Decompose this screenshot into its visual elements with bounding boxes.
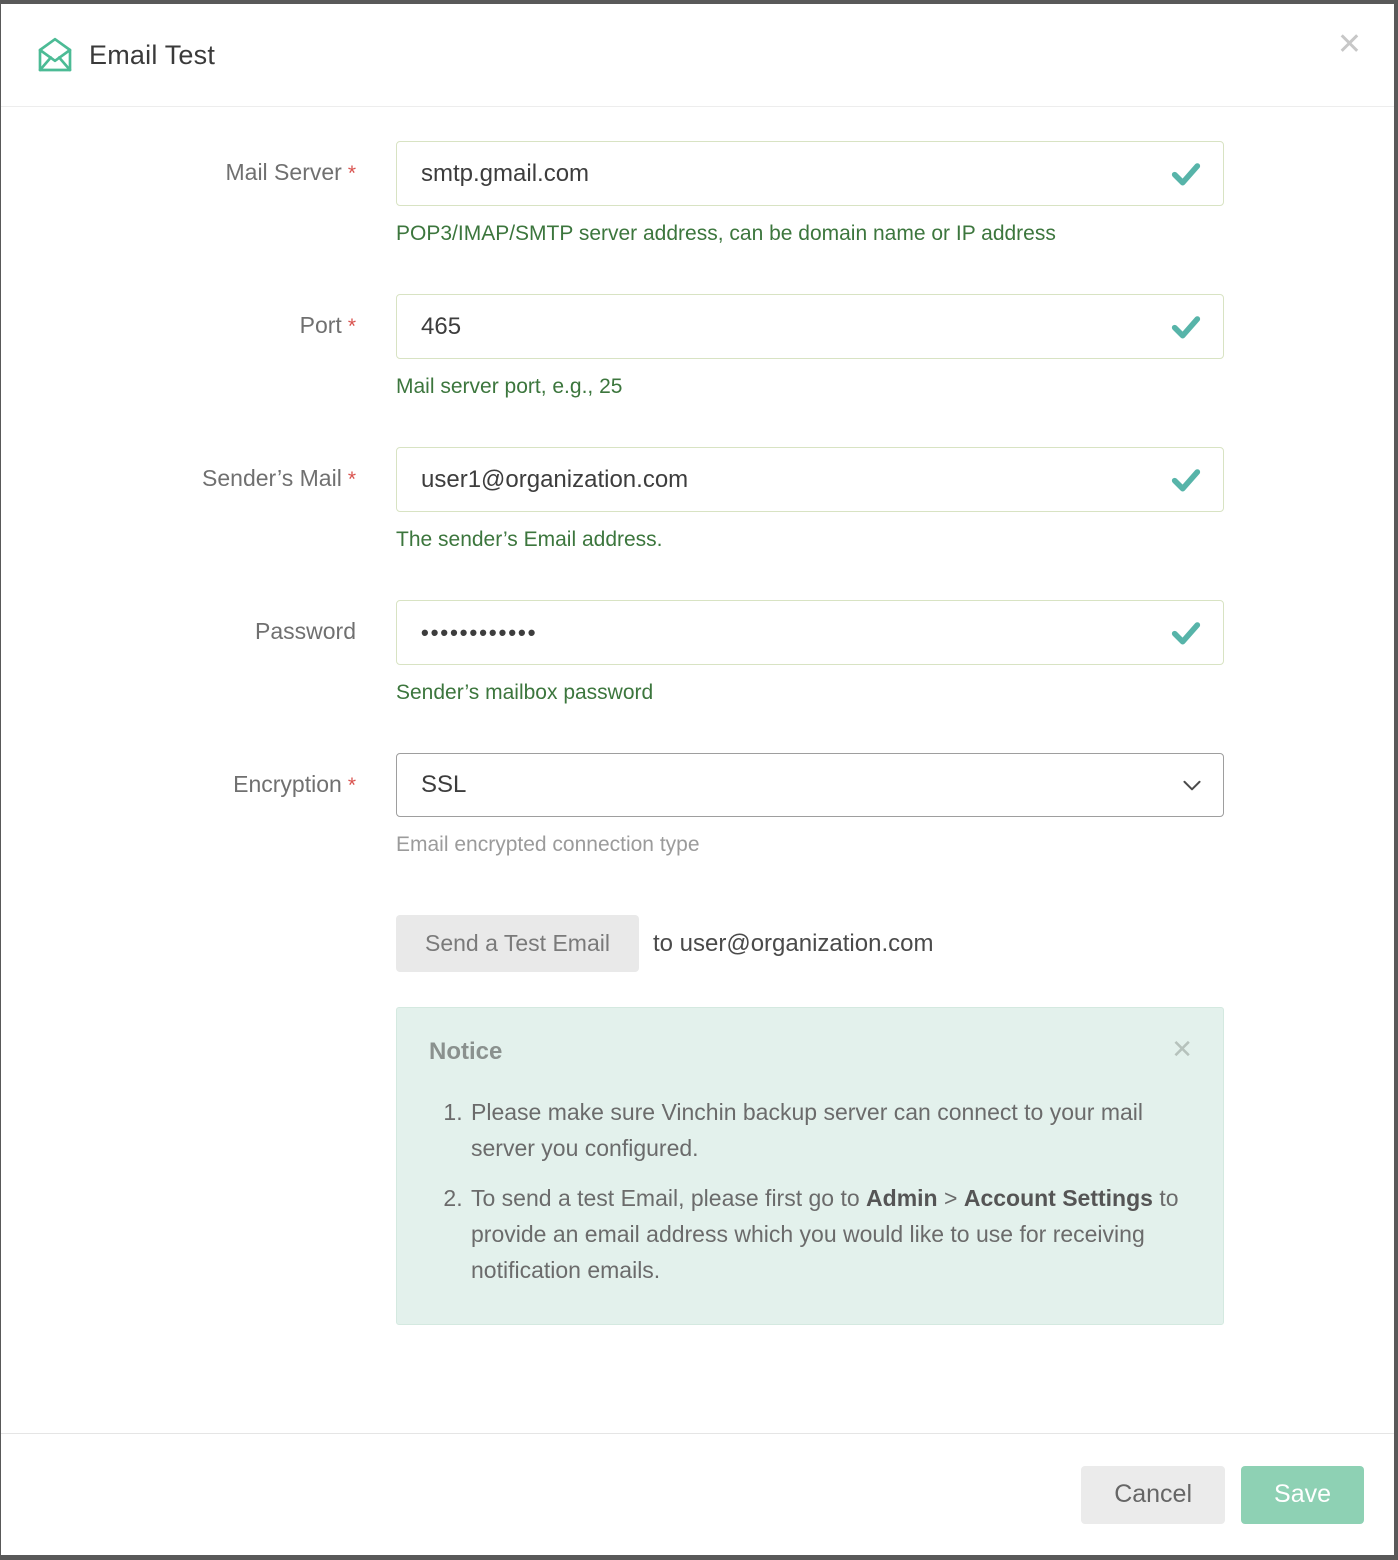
dialog-footer	[1, 1433, 1394, 1555]
notice-title: Notice	[429, 1038, 503, 1065]
encryption-label-text: Encryption	[233, 771, 342, 797]
notice-item-2-text-end: to provide an email address which you would like to use for receiving notification emails.	[471, 1185, 1179, 1283]
port-help: Mail server port, e.g., 25	[396, 375, 623, 398]
password-help: Sender’s mailbox password	[396, 681, 654, 704]
cancel-button[interactable]: Cancel	[1081, 1466, 1225, 1524]
open-envelope-icon	[35, 35, 75, 75]
notice-list	[429, 1094, 1191, 1288]
notice-item-2-bold-account-settings: Account Settings	[963, 1185, 1153, 1211]
dialog-title: Email Test	[89, 39, 216, 70]
sender-mail-label	[1, 447, 356, 492]
valid-checkmark-icon	[1170, 311, 1202, 343]
notice-item-2	[469, 1180, 1191, 1288]
dialog-header	[1, 4, 1394, 107]
port-label-text: Port	[299, 312, 342, 338]
encryption-select[interactable]	[396, 753, 1224, 817]
sender-mail-input[interactable]	[396, 447, 1224, 512]
port-row	[1, 294, 1394, 399]
required-asterisk: *	[347, 162, 356, 185]
required-asterisk: *	[347, 468, 356, 491]
close-icon[interactable]: ✕	[1336, 28, 1362, 61]
valid-checkmark-icon	[1170, 617, 1202, 649]
mail-server-label-text: Mail Server	[225, 159, 342, 185]
notice-item-2-separator: >	[937, 1185, 964, 1211]
mail-server-help: POP3/IMAP/SMTP server address, can be domain name or IP address	[396, 222, 1056, 245]
notice-item-2-bold-admin: Admin	[866, 1185, 938, 1211]
port-input[interactable]	[396, 294, 1224, 359]
send-test-email-button[interactable]: Send a Test Email	[396, 915, 639, 972]
encryption-help: Email encrypted connection type	[396, 833, 700, 856]
notice-item-1	[469, 1094, 1191, 1166]
required-asterisk: *	[347, 315, 356, 338]
encryption-selected-value: SSL	[421, 771, 467, 798]
password-label-text: Password	[255, 618, 356, 644]
required-asterisk: *	[347, 774, 356, 797]
password-label	[1, 600, 356, 645]
dialog-body	[1, 107, 1394, 1433]
chevron-down-icon	[1179, 772, 1205, 798]
port-label	[1, 294, 356, 339]
sender-mail-row	[1, 447, 1394, 552]
notice-item-2-text: To send a test Email, please first go to	[471, 1185, 867, 1211]
sender-mail-help: The sender’s Email address.	[396, 528, 663, 551]
sender-mail-label-text: Sender’s Mail	[202, 465, 342, 491]
notice-box	[396, 1007, 1224, 1325]
mail-server-input[interactable]	[396, 141, 1224, 206]
notice-close-icon[interactable]: ✕	[1171, 1034, 1193, 1064]
valid-checkmark-icon	[1170, 158, 1202, 190]
encryption-row	[1, 753, 1394, 857]
send-test-row	[396, 915, 1394, 972]
password-input[interactable]	[396, 600, 1224, 665]
email-test-dialog	[1, 4, 1394, 1555]
save-button[interactable]: Save	[1241, 1466, 1364, 1524]
notice-item-1-text: Please make sure Vinchin backup server can connect to your mail server you configured.	[471, 1099, 1144, 1161]
encryption-label	[1, 753, 356, 798]
password-row	[1, 600, 1394, 705]
valid-checkmark-icon	[1170, 464, 1202, 496]
mail-server-label	[1, 141, 356, 186]
send-test-recipient-text: to user@organization.com	[652, 929, 934, 957]
mail-server-row	[1, 141, 1394, 246]
